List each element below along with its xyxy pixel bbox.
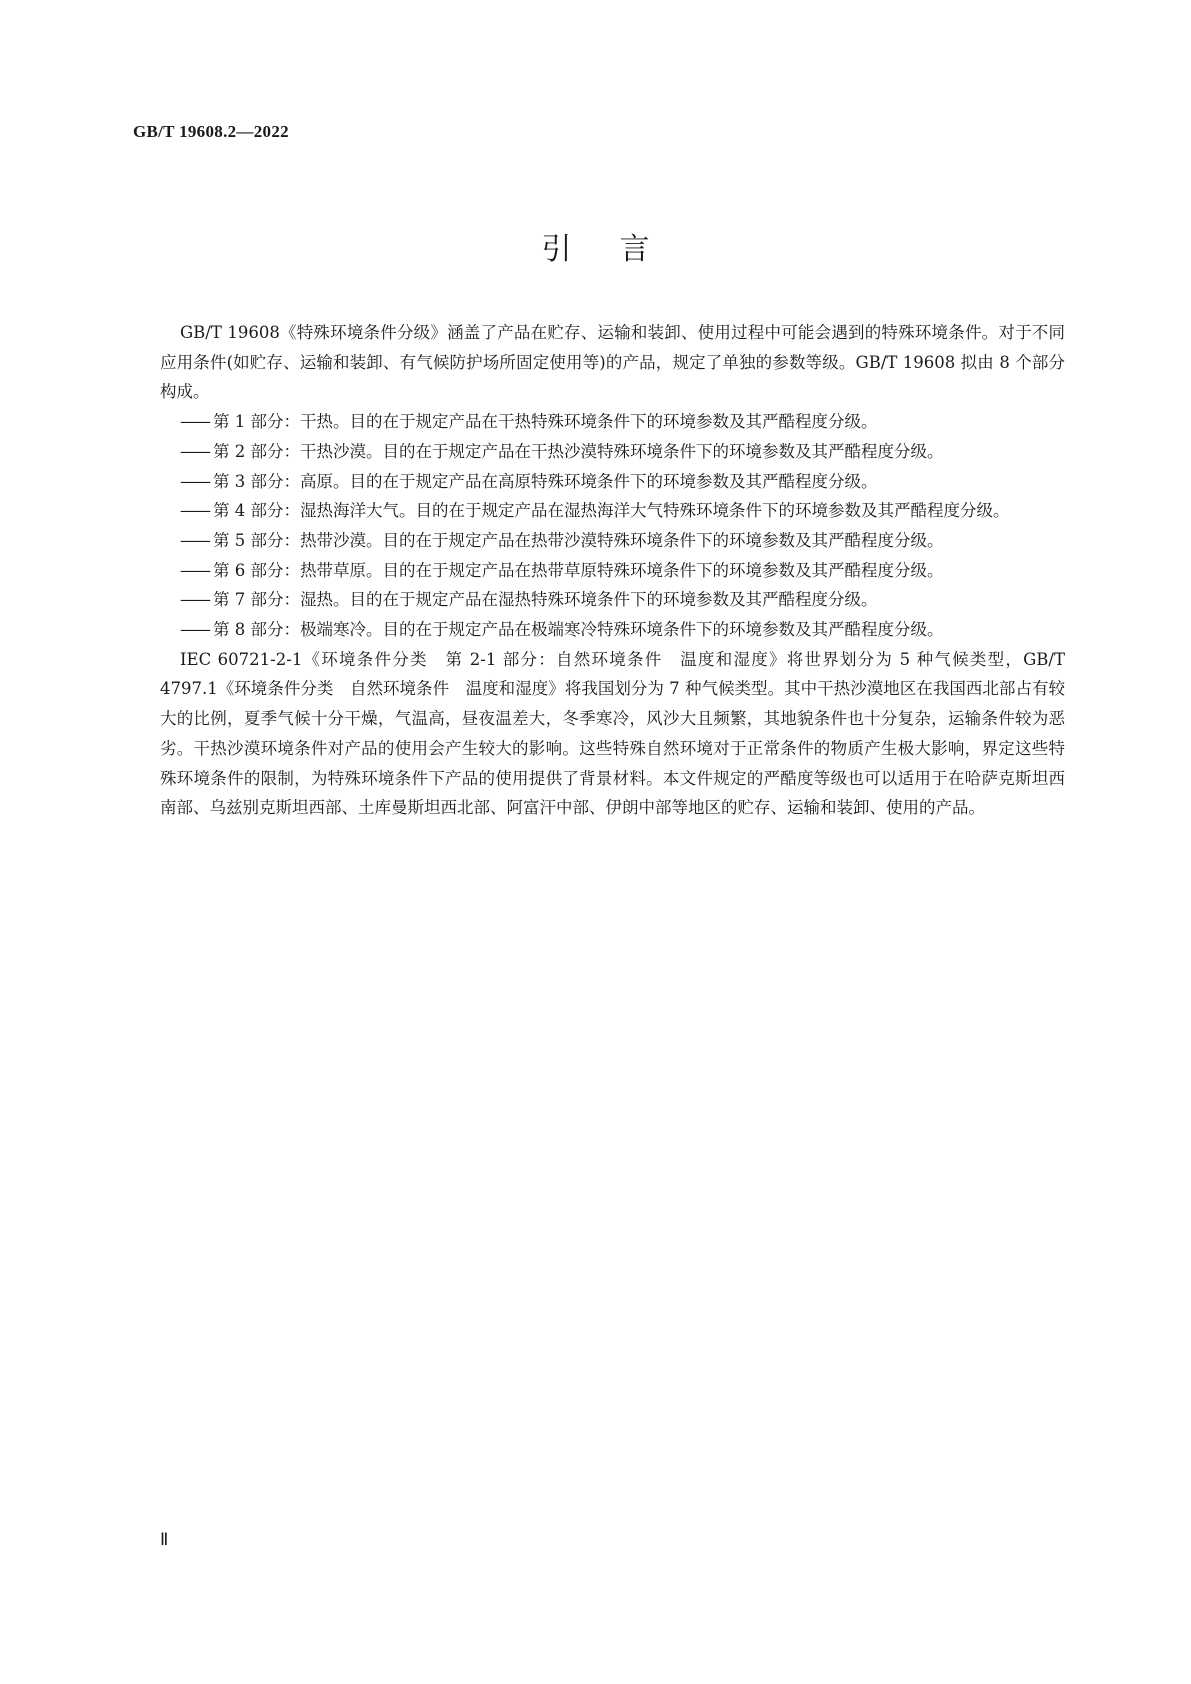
- dash-marker: ——: [180, 412, 209, 432]
- dash-marker: ——: [180, 590, 209, 610]
- dash-marker: ——: [180, 441, 209, 461]
- standard-code: GB/T 19608.2—2022: [133, 122, 289, 141]
- parts-list: [160, 407, 1065, 645]
- dash-marker: ——: [180, 501, 209, 521]
- list-item: [180, 615, 1065, 645]
- list-item-text: 第 4 部分：湿热海洋大气。目的在于规定产品在湿热海洋大气特殊环境条件下的环境参数及其严酷程度分级。: [213, 501, 1010, 521]
- dash-marker: ——: [180, 560, 209, 580]
- list-item: [180, 437, 1065, 467]
- closing-paragraph: IEC 60721-2-1《环境条件分类 第 2-1 部分：自然环境条件 温度和湿度》将世界划分为 5 种气候类型，GB/T 4797.1《环境条件分类 自然环境条件 温度和湿度》将我国划分为 7 种气候类型。其中干热沙漠地区在我国西北部占有较大的比例，夏季气候十分干燥，气温高，昼夜温差大，冬季寒冷，风沙大且频繁，其地貌条件也十分复杂，运输条件较为恶劣。干热沙漠环境条件对产品的使用会产生较大的影响。这些特殊自然环境对于正常条件的物质产生极大影响，界定这些特殊环境条件的限制，为特殊环境条件下产品的使用提供了背景材料。本文件规定的严酷度等级也可以适用于在哈萨克斯坦西南部、乌兹别克斯坦西部、土库曼斯坦西北部、阿富汗中部、伊朗中部等地区的贮存、运输和装卸、使用的产品。: [160, 649, 1065, 818]
- list-item: [180, 585, 1065, 615]
- list-item: [180, 556, 1065, 586]
- dash-marker: ——: [180, 471, 209, 491]
- list-item-text: 第 7 部分：湿热。目的在于规定产品在湿热特殊环境条件下的环境参数及其严酷程度分级。: [213, 590, 878, 610]
- list-item-text: 第 5 部分：热带沙漠。目的在于规定产品在热带沙漠特殊环境条件下的环境参数及其严酷程度分级。: [213, 530, 944, 550]
- list-item-text: 第 8 部分：极端寒冷。目的在于规定产品在极端寒冷特殊环境条件下的环境参数及其严酷程度分级。: [213, 620, 944, 640]
- list-item-text: 第 6 部分：热带草原。目的在于规定产品在热带草原特殊环境条件下的环境参数及其严酷程度分级。: [213, 560, 944, 580]
- list-item-text: 第 1 部分：干热。目的在于规定产品在干热特殊环境条件下的环境参数及其严酷程度分级。: [213, 412, 878, 432]
- document-body: [160, 318, 1065, 823]
- list-item-text: 第 2 部分：干热沙漠。目的在于规定产品在干热沙漠特殊环境条件下的环境参数及其严酷程度分级。: [213, 441, 944, 461]
- page-number: Ⅱ: [160, 1530, 169, 1549]
- page-title: 引言: [541, 232, 698, 267]
- list-item: [180, 407, 1065, 437]
- dash-marker: ——: [180, 530, 209, 550]
- list-item: [180, 526, 1065, 556]
- dash-marker: ——: [180, 620, 209, 640]
- list-item: [180, 496, 1065, 526]
- list-item: [180, 467, 1065, 497]
- intro-paragraph: GB/T 19608《特殊环境条件分级》涵盖了产品在贮存、运输和装卸、使用过程中可能会遇到的特殊环境条件。对于不同应用条件(如贮存、运输和装卸、有气候防护场所固定使用等)的产品，规定了单独的参数等级。GB/T 19608 拟由 8 个部分构成。: [160, 323, 1065, 402]
- list-item-text: 第 3 部分：高原。目的在于规定产品在高原特殊环境条件下的环境参数及其严酷程度分级。: [213, 471, 878, 491]
